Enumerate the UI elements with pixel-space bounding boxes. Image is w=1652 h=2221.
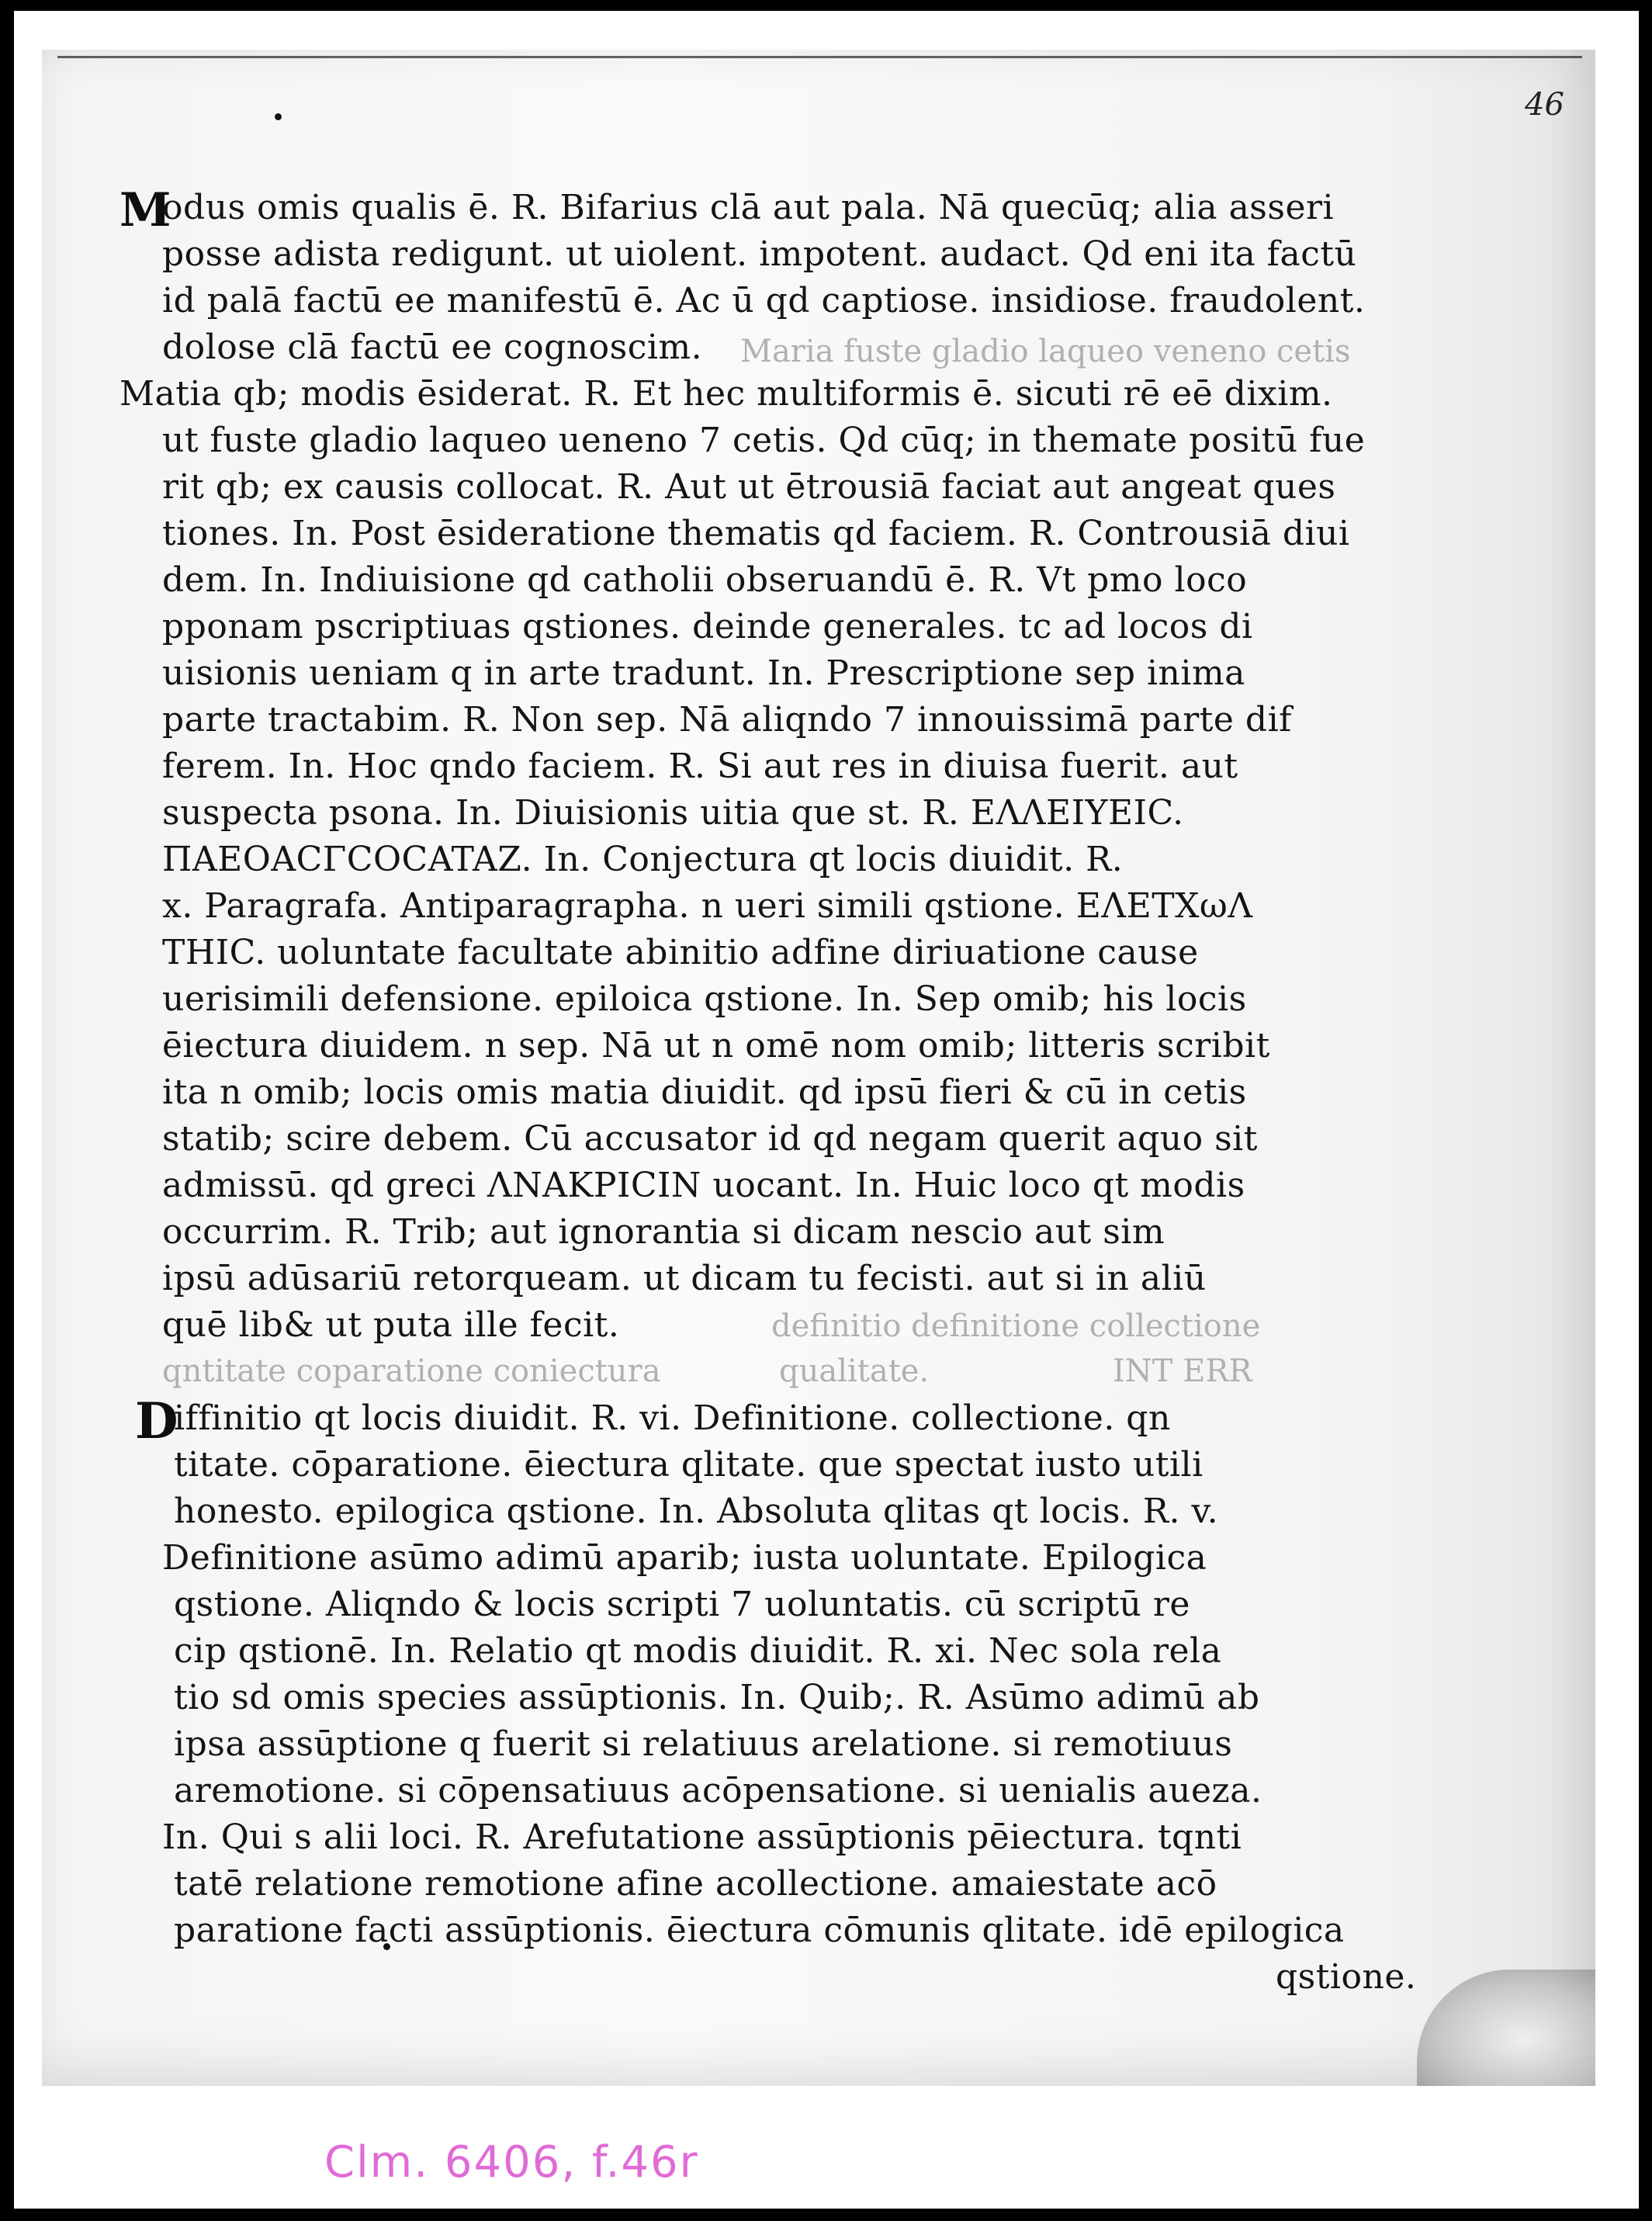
text-line: titate. cōparatione. ēiectura qlitate. que spectat iusto utili — [174, 1445, 1204, 1485]
text-line: quē lib& ut puta ille fecit. — [162, 1305, 620, 1345]
text-line: admissū. qd greci ΛNAKPICIN uocant. In. Huic loco qt modis — [162, 1166, 1245, 1205]
folio-number: 46 — [1525, 87, 1564, 123]
text-line: uerisimili defensione. epiloica qstione. In. Sep omib; his locis — [162, 979, 1247, 1019]
text-line: tatē relatione remotione afine acollectione. amaiestate acō — [174, 1864, 1217, 1904]
text-line: occurrim. R. Trib; aut ignorantia si dicam nescio aut sim — [162, 1212, 1165, 1252]
text-line: suspecta psona. In. Diuisionis uitia que st. R. EΛΛEIYEIC. — [162, 793, 1184, 833]
faint-marginal-note: qntitate coparatione coniectura — [162, 1353, 661, 1389]
text-line: tio sd omis species assūptionis. In. Quib;. R. Asūmo adimū ab — [174, 1678, 1260, 1717]
faint-marginal-note: definitio definitione collectione — [771, 1308, 1261, 1344]
text-line: honesto. epilogica qstione. In. Absoluta qlitas qt locis. R. v. — [174, 1492, 1219, 1531]
text-line: posse adista redigunt. ut uiolent. impotent. audact. Qd eni ita factū — [162, 234, 1357, 274]
text-line: ferem. In. Hoc qndo faciem. R. Si aut res in diuisa fuerit. aut — [162, 747, 1238, 786]
text-line: ipsa assūptione q fuerit si relatiuus arelatione. si remotiuus — [174, 1724, 1233, 1764]
text-line: uisionis ueniam q in arte tradunt. In. Prescriptione sep inima — [162, 653, 1245, 693]
text-block — [42, 50, 1595, 2086]
faint-marginal-note: INT ERR — [1113, 1353, 1252, 1389]
photo-frame — [14, 11, 1639, 2209]
text-line: ipsū adūsariū retorqueam. ut dicam tu fecisti. aut si in aliū — [162, 1259, 1207, 1298]
text-line: THIC. uoluntate facultate abinitio adfine diriuatione cause — [162, 933, 1199, 972]
text-line: ut fuste gladio laqueo ueneno 7 cetis. Qd cūq; in themate positū fue — [162, 421, 1366, 460]
faint-marginal-note: qualitate. — [779, 1353, 930, 1389]
text-line: rit qb; ex causis collocat. R. Aut ut ētrousiā faciat aut angeat ques — [162, 467, 1336, 507]
faint-marginal-note: Maria fuste gladio laqueo veneno cetis — [740, 334, 1351, 369]
text-line: ita n omib; locis omis matia diuidit. qd ipsū fieri & cū in cetis — [162, 1072, 1247, 1112]
text-line: odus omis qualis ē. R. Bifarius clā aut pala. Nā quecūq; alia asseri — [162, 188, 1335, 227]
text-line: parte tractabim. R. Non sep. Nā aliqndo 7 innouissimā parte dif — [162, 700, 1292, 740]
text-line: qstione. — [1276, 1957, 1417, 1997]
text-line: dolose clā factū ee cognoscim. — [162, 327, 703, 367]
text-line: aremotione. si cōpensatiuus acōpensatione. si uenialis aueza. — [174, 1771, 1262, 1810]
text-line: id palā factū ee manifestū ē. Ac ū qd captiose. insidiose. fraudolent. — [162, 281, 1366, 321]
text-line: iffinitio qt locis diuidit. R. vi. Definitione. collectione. qn — [174, 1398, 1171, 1438]
text-line: ēiectura diuidem. n sep. Nā ut n omē nom omib; litteris scribit — [162, 1026, 1270, 1065]
text-line: x. Paragrafa. Antiparagrapha. n ueri simili qstione. EΛETXωΛ — [162, 886, 1253, 926]
text-line: ΠAEOACΓCOCATAZ. In. Conjectura qt locis diuidit. R. — [162, 840, 1124, 879]
text-line: In. Qui s alii loci. R. Arefutatione assūptionis pēiectura. tqnti — [162, 1817, 1242, 1857]
text-line: paratione facti assūptionis. ēiectura cōmunis qlitate. idē epilogica — [174, 1911, 1345, 1950]
text-line: pponam pscriptiuas qstiones. deinde generales. tc ad locos di — [162, 607, 1253, 646]
initial-d: D — [135, 1392, 178, 1450]
text-line: tiones. In. Post ēsideratione thematis qd faciem. R. Controusiā diui — [162, 514, 1350, 553]
text-line: Matia qb; modis ēsiderat. R. Et hec multiformis ē. sicuti rē eē dixim. — [119, 374, 1333, 414]
text-line: cip qstionē. In. Relatio qt modis diuidit. R. xi. Nec sola rela — [174, 1631, 1222, 1671]
initial-m: M — [119, 183, 171, 237]
text-line: qstione. Aliqndo & locis scripti 7 uoluntatis. cū scriptū re — [174, 1585, 1190, 1624]
text-line: Definitione asūmo adimū aparib; iusta uoluntate. Epilogica — [162, 1538, 1207, 1578]
text-line: statib; scire debem. Cū accusator id qd negam querit aquo sit — [162, 1119, 1258, 1159]
text-line: dem. In. Indiuisione qd catholii obseruandū ē. R. Vt pmo loco — [162, 560, 1248, 600]
manuscript-page — [42, 50, 1595, 2086]
shelfmark-annotation: Clm. 6406, f.46r — [324, 2137, 699, 2188]
